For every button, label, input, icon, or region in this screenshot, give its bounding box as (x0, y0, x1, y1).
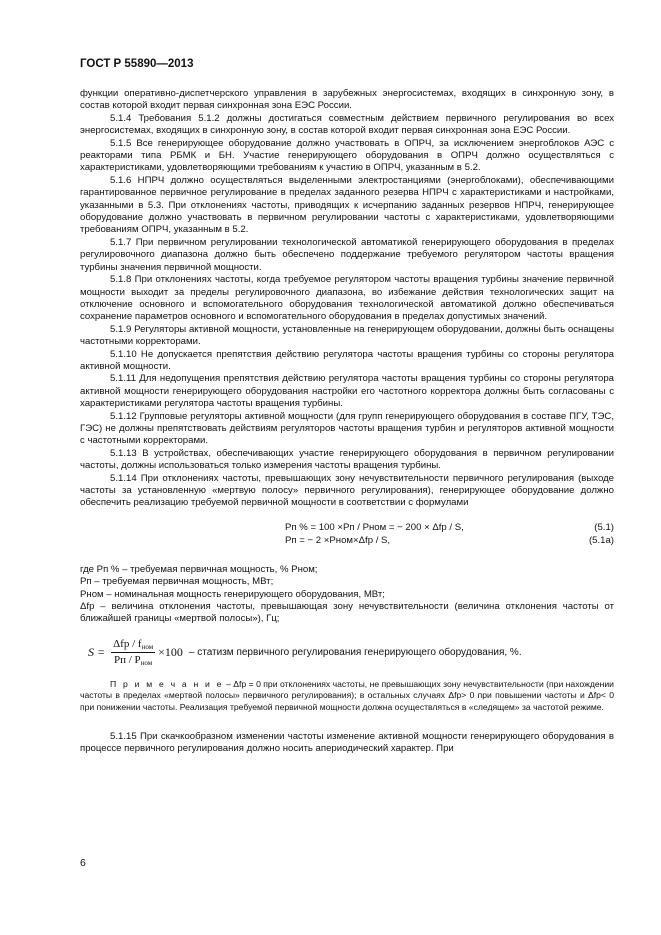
fraction-denominator (112, 653, 154, 667)
statism-description: – статизм первичного регулирования генерирующего оборудования, %. (188, 646, 522, 658)
statism-formula (88, 638, 614, 667)
statism-lhs: S = (88, 644, 106, 659)
numerator-subscript: ном (141, 642, 154, 651)
paragraph-5-1-13: 5.1.13 В устройствах, обеспечивающих участие генерирующего оборудования в первичном регулировании частоты, должны использоваться только измерения частоты вращения турбины. (80, 447, 614, 472)
denominator-subscript: ном (140, 658, 153, 667)
formula-5-1 (80, 522, 614, 535)
paragraph-5-1-8: 5.1.8 При отклонениях частоты, когда требуемое регулятором частоты вращения турбины значение первичной мощности выходит за пределы регулировочного диапазона, во избежание действия технологических защит на отключение основного и вспомогательного оборудования технологической автоматикой должно обеспечиваться сохранение параметров основного и вспомогательного оборудования в пределах допустимых значений. (80, 274, 614, 323)
paragraph-5-1-12: 5.1.12 Групповые регуляторы активной мощности (для групп генерирующего оборудования в составе ПГУ, ТЭС, ГЭС) не должны препятствовать действиям регуляторов частоты вращения турбин и регуляторов активной мощности с частотными корректорами. (80, 410, 614, 447)
body-text (80, 88, 614, 510)
formula-block (80, 522, 614, 548)
formula-5-1a (80, 535, 614, 548)
note-label: П р и м е ч а н и е (110, 678, 224, 689)
definition-item: Δfр – величина отклонения частоты, превышающая зону нечувствительности (величина отклонения частоты от ближайшей границы «мертвой полосы»), Гц; (80, 601, 614, 625)
definition-item: Рном – номинальная мощность генерирующего оборудования, МВт; (80, 588, 385, 600)
body-text-continued (80, 731, 614, 756)
definition-item: где Рп % – требуемая первичная мощность, % Рном; (80, 563, 318, 575)
paragraph-5-1-10: 5.1.10 Не допускается препятствия действию регулятора частоты вращения турбины со стороны регулятора активной мощности. (80, 348, 614, 372)
document-header: ГОСТ Р 55890—2013 (80, 58, 194, 70)
statism-fraction (111, 638, 155, 667)
page-number: 6 (80, 857, 86, 869)
paragraph-5-1-5: 5.1.5 Все генерирующее оборудование должно участвовать в ОПРЧ, за исключением энергоблоков АЭС с реакторами типа РБМК и БН. Участие генерирующего оборудования в ОПРЧ должно осуществляться с характеристиками, удовлетворяющими требованиям к участию в ОПРЧ, указанным в 5.2. (80, 137, 614, 174)
formula-expression: Рп % = 100 ×Рп / Рном = − 200 × Δfр / S, (285, 521, 464, 533)
fraction-numerator (111, 638, 155, 653)
note-text (80, 679, 614, 713)
statism-factor: ×100 (158, 644, 183, 659)
document-page (80, 58, 614, 756)
paragraph-5-1-11: 5.1.11 Для недопущения препятствия действию регулятора частоты вращения турбины со стороны регулятора активной мощности генерирующего оборудования настройки его частотного корректора должны быть согласованы с характеристиками регулятора частоты вращения турбины. (80, 373, 614, 410)
formula-number: (5.1а) (588, 534, 614, 546)
paragraph-5-1-15: 5.1.15 При скачкообразном изменении частоты изменение активной мощности генерирующего оборудования в процессе первичного регулирования должно носить апериодический характер. При (80, 731, 614, 755)
formula-expression: Рп = − 2 ×Рном×Δfр / S, (285, 534, 391, 546)
note-body: – Δfр = 0 при отклонениях частоты, не превышающих зону нечувствительности (при нахождении частоты в пределах «мертвой полосы» первичного регулирования); в остальных случаях Δfр> 0 при повышении частоты и Δfр< 0 при понижении частоты. Реализация требуемой первичной мощности должна осуществляться в «следящем» за частотой режиме. (80, 678, 614, 712)
formula-number: (5.1) (594, 521, 614, 533)
numerator-text: Δfр / f (113, 637, 142, 650)
paragraph-5-1-14: 5.1.14 При отклонениях частоты, превышающих зону нечувствительности первичного регулирования (выходе частоты за установленную «мертвую полосу» первичного регулирования), генерирующее оборудование должно обеспечить реализацию требуемой первичной мощности в соответствии с формулами (80, 472, 614, 509)
note-block (80, 679, 614, 713)
definition-item: Рп – требуемая первичная мощность, МВт; (80, 576, 274, 588)
paragraph-5-1-9: 5.1.9 Регуляторы активной мощности, установленные на генерирующем оборудовании, должны быть оснащены частотными корректорами. (80, 323, 614, 348)
paragraph-5-1-4: 5.1.4 Требования 5.1.2 должны достигаться совместным действием первичного регулирования во всех энергосистемах, входящих в синхронную зону, в состав которой входит первая синхронная зона ЕЭС России. (80, 112, 614, 137)
paragraph-5-1-6: 5.1.6 НПРЧ должно осуществляться выделенными электростанциями (энергоблоками), обеспечивающими гарантированное первичное регулирование в пределах заданного резерва НПРЧ с характеристиками и настройками, указанными в 5.3. При отклонениях частоты, приводящих к исчерпанию заданных резервов НПРЧ, генерирующее оборудование должно участвовать в первичном регулировании частоты с характеристиками, удовлетворяющими требованиям ОПРЧ, указанным в 5.2. (80, 174, 614, 236)
definitions (80, 564, 614, 626)
denominator-text: Рп / Р (114, 653, 141, 666)
paragraph-5-1-7: 5.1.7 При первичном регулировании технологической автоматикой генерирующего оборудования в пределах регулировочного диапазона должно быть обеспечено поддержание требуемого регулятором частоты вращения турбины значения первичной мощности. (80, 236, 614, 273)
paragraph-continuation: функции оперативно-диспетчерского управления в зарубежных энергосистемах, входящих в синхронную зону, в состав которой входит первая синхронная зона ЕЭС России. (80, 88, 614, 112)
